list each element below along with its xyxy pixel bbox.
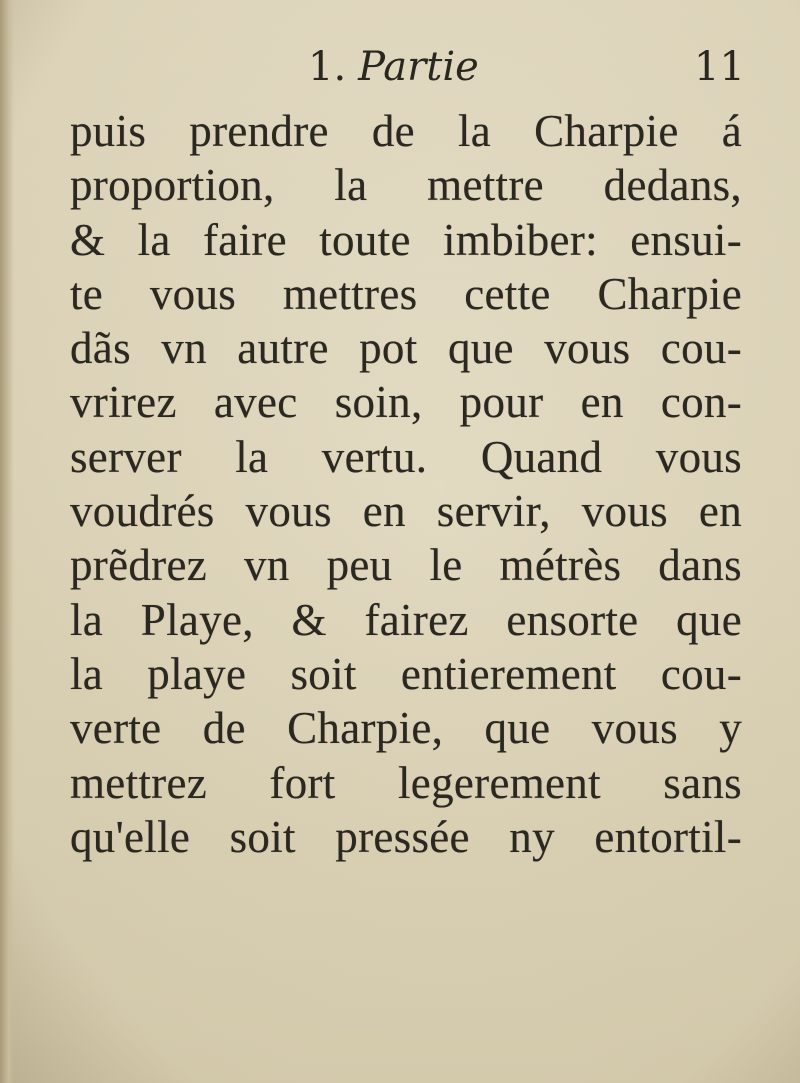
text-line: la playe soit entierement cou- [70, 648, 742, 699]
text-line: qu'elle soit pressée ny entortil- [70, 811, 742, 862]
text-line: prẽdrez vn peu le métrès dans [70, 540, 742, 591]
section-word: Partie [358, 44, 479, 90]
text-line: dãs vn autre pot que vous cou- [70, 323, 742, 374]
binding-edge [0, 0, 14, 1083]
text-line: & la faire toute imbiber: ensui- [70, 214, 742, 265]
page-number: 11 [694, 44, 745, 90]
section-number: 1. [308, 44, 347, 90]
text-line: la Playe, & fairez ensorte que [70, 594, 742, 645]
section-title [308, 44, 479, 90]
running-head [0, 44, 800, 104]
text-line: server la vertu. Quand vous [70, 431, 742, 482]
text-line: mettrez fort legerement sans [70, 757, 742, 808]
text-line: vrirez avec soin, pour en con- [70, 377, 742, 428]
text-line: verte de Charpie, que vous y [70, 703, 742, 754]
text-line: te vous mettres cette Charpie [70, 268, 742, 319]
text-line: proportion, la mettre dedans, [70, 160, 742, 211]
body-text [70, 104, 742, 864]
text-line: voudrés vous en servir, vous en [70, 486, 742, 537]
text-line: puis prendre de la Charpie á [70, 106, 742, 156]
